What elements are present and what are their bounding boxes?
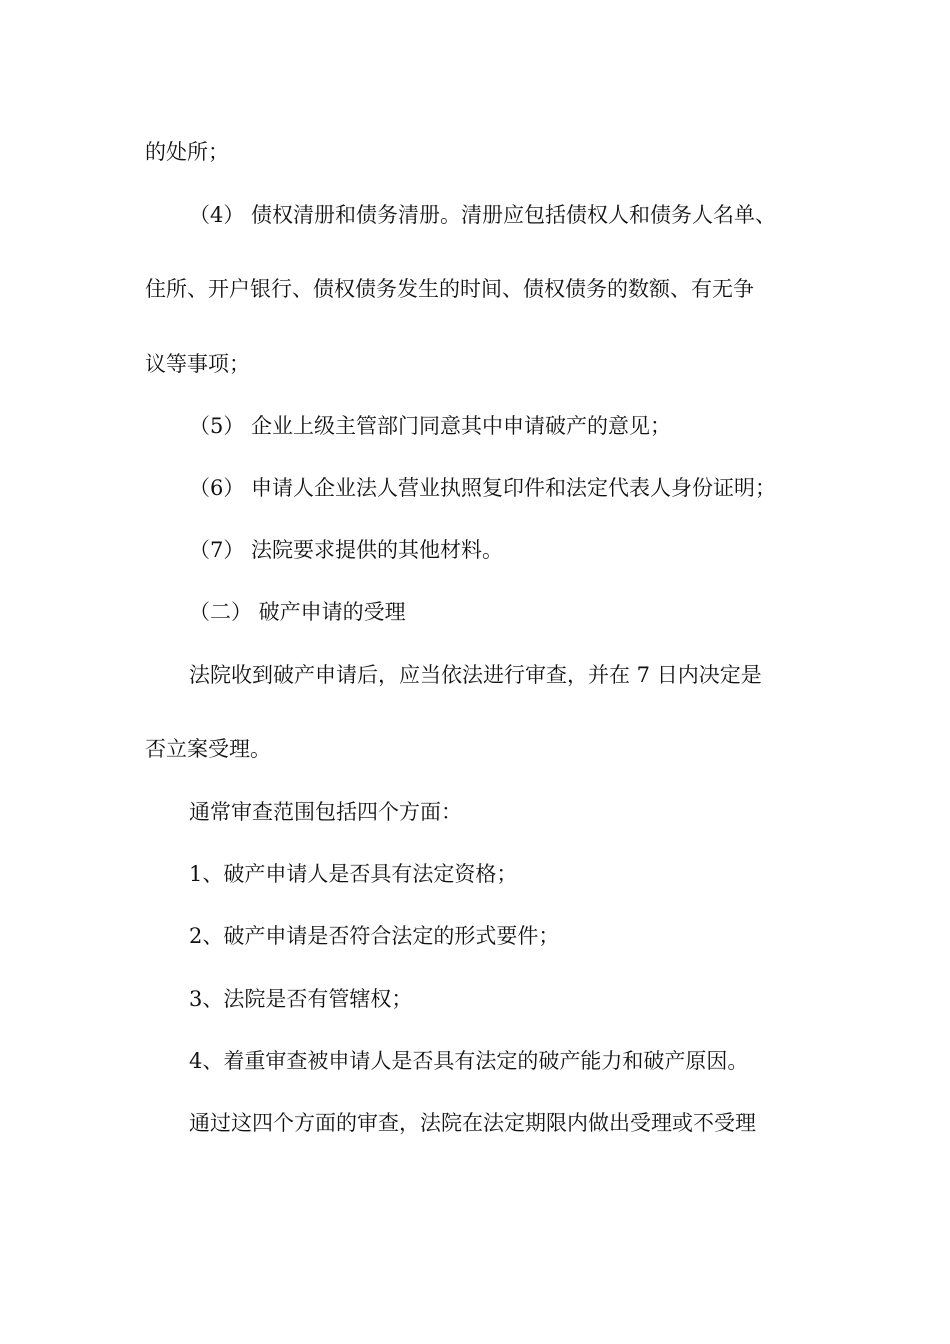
list-item: 4、着重审查被申请人是否具有法定的破产能力和破产原因。 [189,1049,749,1073]
text-line: 的处所； [145,140,229,164]
list-item: 3、法院是否有管辖权； [189,987,413,1011]
text-line: 住所、开户银行、债权债务发生的时间、债权债务的数额、有无争 [145,277,754,301]
text-line: 议等事项； [145,352,250,376]
text-line: 法院收到破产申请后，应当依法进行审查，并在 7 日内决定是 [189,663,762,687]
text-line: 通过这四个方面的审查，法院在法定期限内做出受理或不受理 [189,1111,756,1135]
list-item: 1、破产申请人是否具有法定资格； [189,862,518,886]
list-item: 2、破产申请是否符合法定的形式要件； [189,924,560,948]
text-line: （4） 债权清册和债务清册。清册应包括债权人和债务人名单、 [189,203,777,227]
text-line: （6） 申请人企业法人营业执照复印件和法定代表人身份证明； [189,476,777,500]
text-line: 通常审查范围包括四个方面： [189,800,462,824]
text-line: （7） 法院要求提供的其他材料。 [189,538,504,562]
text-line: （5） 企业上级主管部门同意其中申请破产的意见； [189,414,672,438]
section-heading: （二） 破产申请的受理 [189,600,406,624]
text-line: 否立案受理。 [145,737,271,761]
